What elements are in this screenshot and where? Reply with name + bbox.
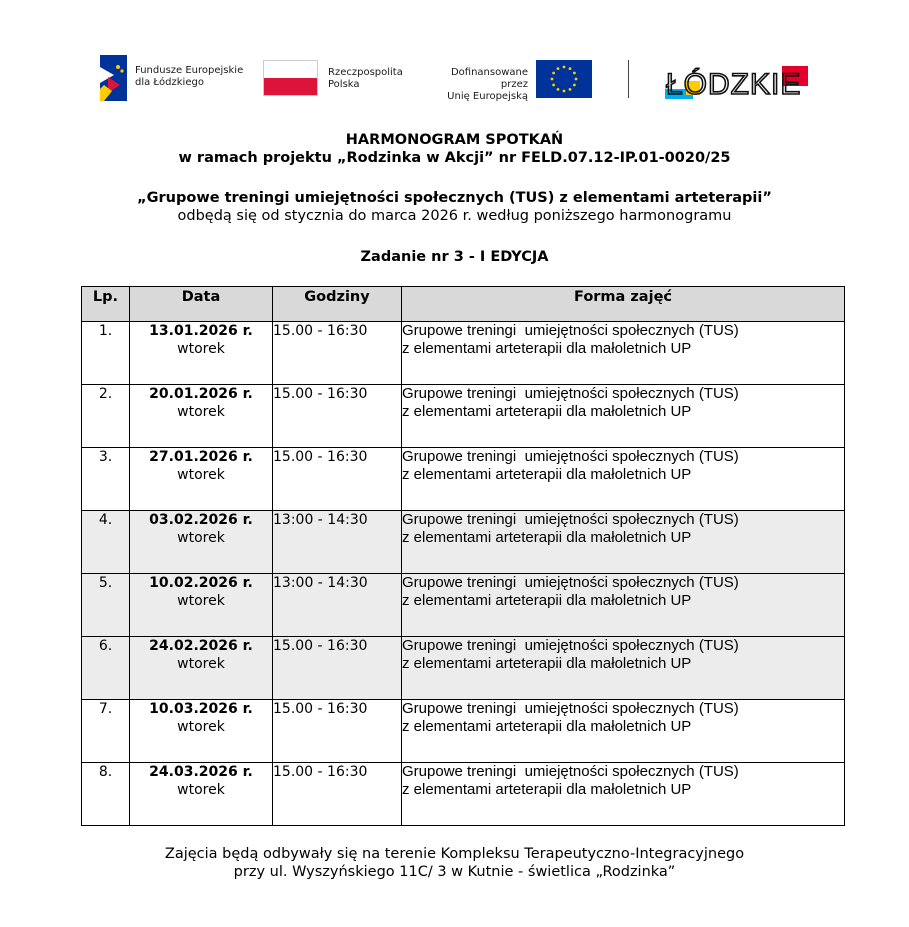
row-date-cell — [130, 322, 273, 385]
row-form-line1: Grupowe treningi umiejętności społecznych (TUS) — [402, 763, 739, 780]
row-date-cell — [130, 763, 273, 826]
training-name: „Grupowe treningi umiejętności społecznych (TUS) z elementami arteterapii” — [137, 190, 772, 206]
fe-logo-line1: Fundusze Europejskie — [135, 65, 244, 76]
table-row — [82, 763, 845, 826]
rp-logo-line1: Rzeczpospolita — [328, 67, 403, 78]
row-hours: 15.00 - 16:30 — [273, 385, 402, 448]
ue-logo-line2: Unię Europejską — [447, 91, 528, 102]
location-line1: Zajęcia będą odbywały się na terenie Kompleksu Terapeutyczno-Integracyjnego — [164, 846, 745, 862]
row-date-cell — [130, 385, 273, 448]
column-header-hours: Godziny — [273, 287, 402, 322]
column-header-lp: Lp. — [82, 287, 130, 322]
row-number: 6. — [82, 637, 130, 700]
logo-bar — [0, 0, 909, 110]
row-date: 10.02.2026 r. — [149, 575, 253, 591]
eu-flag-icon — [536, 60, 592, 98]
row-form-cell — [402, 385, 845, 448]
project-subtitle: w ramach projektu „Rodzinka w Akcji” nr FELD.07.12-IP.01-0020/25 — [178, 150, 731, 166]
row-form-line1: Grupowe treningi umiejętności społecznych (TUS) — [402, 637, 739, 654]
row-number: 4. — [82, 511, 130, 574]
row-form-line1: Grupowe treningi umiejętności społecznych (TUS) — [402, 448, 739, 465]
row-weekday: wtorek — [177, 719, 225, 735]
eu-cofunding-logo — [424, 60, 592, 103]
row-number: 8. — [82, 763, 130, 826]
row-date: 24.02.2026 r. — [149, 638, 253, 654]
location-line2: przy ul. Wyszyńskiego 11C/ 3 w Kutnie - świetlica „Rodzinka” — [233, 864, 676, 880]
row-hours: 15.00 - 16:30 — [273, 763, 402, 826]
row-date-cell — [130, 448, 273, 511]
row-form-line2: z elementami arteterapii dla małoletnich UP — [402, 781, 692, 798]
row-form-line2: z elementami arteterapii dla małoletnich UP — [402, 718, 692, 735]
lodzkie-wordmark-icon — [664, 63, 810, 99]
row-weekday: wtorek — [177, 404, 225, 420]
row-form-line1: Grupowe treningi umiejętności społecznych (TUS) — [402, 322, 739, 339]
table-row — [82, 637, 845, 700]
row-form-line2: z elementami arteterapii dla małoletnich UP — [402, 592, 692, 609]
row-weekday: wtorek — [177, 782, 225, 798]
fundusze-europejskie-logo — [100, 55, 243, 101]
lodzkie-logo — [664, 63, 810, 103]
row-form-line1: Grupowe treningi umiejętności społecznych (TUS) — [402, 385, 739, 402]
row-date: 24.03.2026 r. — [149, 764, 253, 780]
row-number: 3. — [82, 448, 130, 511]
table-row — [82, 511, 845, 574]
row-form-cell — [402, 448, 845, 511]
row-date: 20.01.2026 r. — [149, 386, 253, 402]
row-form-line2: z elementami arteterapii dla małoletnich UP — [402, 466, 692, 483]
row-form-line2: z elementami arteterapii dla małoletnich UP — [402, 655, 692, 672]
row-number: 7. — [82, 700, 130, 763]
row-form-cell — [402, 511, 845, 574]
row-date: 13.01.2026 r. — [149, 323, 253, 339]
row-date: 10.03.2026 r. — [149, 701, 253, 717]
table-header-row — [82, 287, 845, 322]
logo-divider — [628, 60, 629, 98]
table-row — [82, 385, 845, 448]
row-date-cell — [130, 574, 273, 637]
row-form-line2: z elementami arteterapii dla małoletnich UP — [402, 403, 692, 420]
row-weekday: wtorek — [177, 467, 225, 483]
row-form-line2: z elementami arteterapii dla małoletnich UP — [402, 340, 692, 357]
table-row — [82, 700, 845, 763]
row-date-cell — [130, 637, 273, 700]
row-hours: 15.00 - 16:30 — [273, 322, 402, 385]
row-form-line1: Grupowe treningi umiejętności społecznych (TUS) — [402, 700, 739, 717]
row-hours: 13:00 - 14:30 — [273, 574, 402, 637]
table-row — [82, 322, 845, 385]
row-form-cell — [402, 322, 845, 385]
row-weekday: wtorek — [177, 341, 225, 357]
rzeczpospolita-logo — [263, 60, 403, 96]
row-form-cell — [402, 763, 845, 826]
row-weekday: wtorek — [177, 530, 225, 546]
row-hours: 15.00 - 16:30 — [273, 637, 402, 700]
row-number: 5. — [82, 574, 130, 637]
fe-mark-icon — [100, 55, 127, 101]
row-date: 03.02.2026 r. — [149, 512, 253, 528]
row-number: 2. — [82, 385, 130, 448]
rp-logo-line2: Polska — [328, 79, 360, 90]
row-form-cell — [402, 700, 845, 763]
row-hours: 15.00 - 16:30 — [273, 448, 402, 511]
row-form-line1: Grupowe treningi umiejętności społecznych (TUS) — [402, 511, 739, 528]
page-title: HARMONOGRAM SPOTKAŃ — [345, 132, 564, 148]
period-description: odbędą się od stycznia do marca 2026 r. według poniższego harmonogramu — [177, 208, 732, 224]
row-form-cell — [402, 574, 845, 637]
row-form-line2: z elementami arteterapii dla małoletnich UP — [402, 529, 692, 546]
table-row — [82, 448, 845, 511]
schedule-table — [81, 286, 845, 826]
column-header-date: Data — [130, 287, 273, 322]
row-number: 1. — [82, 322, 130, 385]
task-title: Zadanie nr 3 - I EDYCJA — [360, 249, 549, 265]
lodzkie-wordmark: ŁÓDZKIE — [666, 68, 802, 99]
row-date-cell — [130, 700, 273, 763]
row-weekday: wtorek — [177, 593, 225, 609]
row-hours: 13:00 - 14:30 — [273, 511, 402, 574]
column-header-form: Forma zajęć — [402, 287, 845, 322]
fe-logo-line2: dla Łódzkiego — [135, 77, 204, 88]
ue-logo-line1: Dofinansowane przez — [450, 67, 528, 90]
table-row — [82, 574, 845, 637]
row-date: 27.01.2026 r. — [149, 449, 253, 465]
row-hours: 15.00 - 16:30 — [273, 700, 402, 763]
row-weekday: wtorek — [177, 656, 225, 672]
row-form-line1: Grupowe treningi umiejętności społecznych (TUS) — [402, 574, 739, 591]
row-form-cell — [402, 637, 845, 700]
polish-flag-icon — [263, 60, 318, 96]
row-date-cell — [130, 511, 273, 574]
